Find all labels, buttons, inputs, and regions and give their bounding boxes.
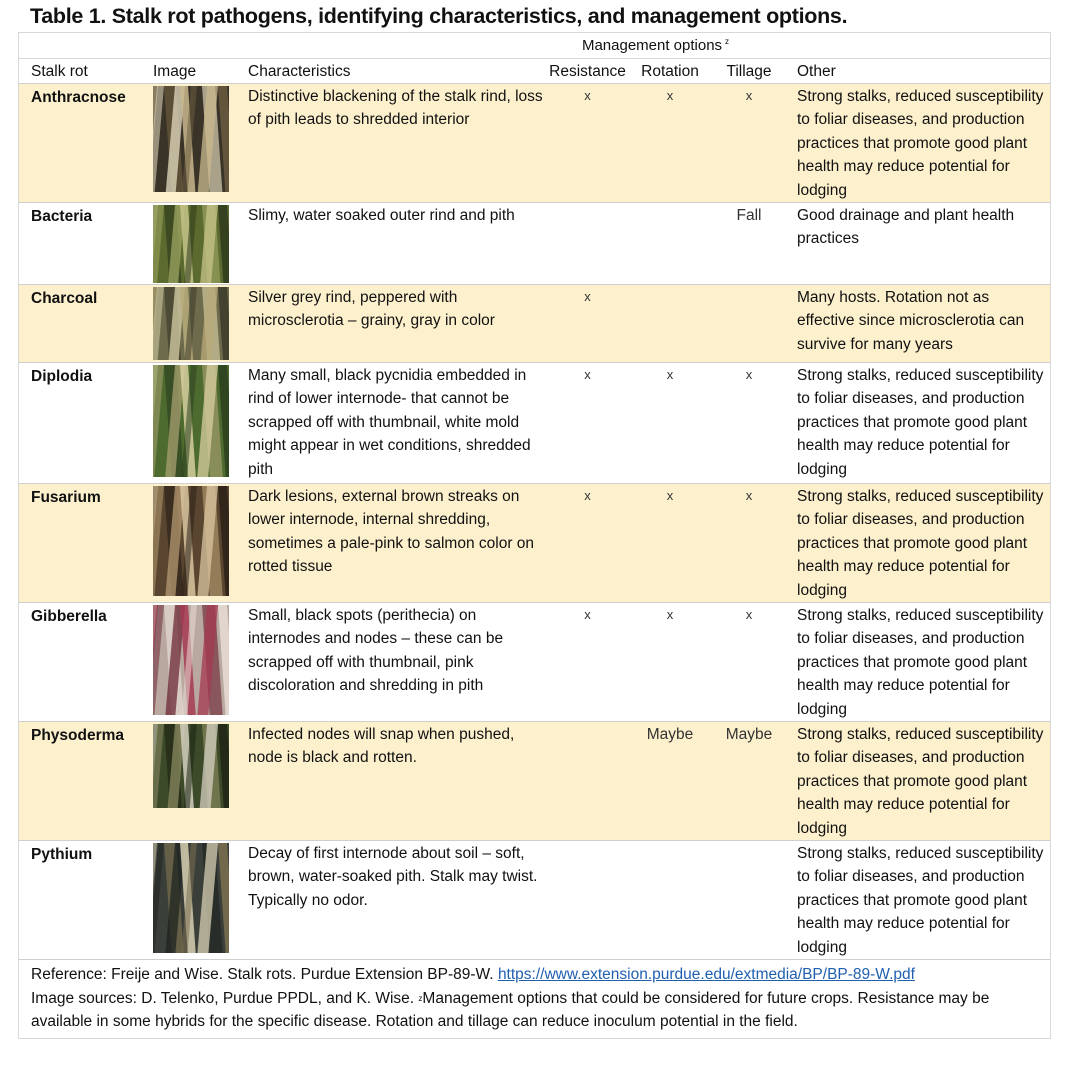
stalk-rot-name: Physoderma: [31, 727, 125, 744]
characteristics-cell: Small, black spots (perithecia) on internodes and nodes – these can be scrapped off with thumbnail, pink discoloration and shredding in pith: [248, 607, 504, 695]
column-header-other: Other: [797, 63, 836, 80]
management-options-label: Management options: [581, 37, 723, 54]
management-options-marker: z: [725, 37, 730, 46]
tillage-mark: x: [745, 367, 753, 382]
table-row: [19, 721, 1050, 840]
other-cell: Strong stalks, reduced susceptibility to foliar diseases, and production practices that promote good plant health may reduce potential for lodging: [797, 488, 1044, 599]
tillage-mark: x: [745, 488, 753, 503]
management-note-text: Management options that could be considered for future crops. Resistance may be available in some hybrids for the specific disease. Rotation and tillage can reduce inoculum potential in the field.: [31, 989, 990, 1030]
column-header-stalk-rot: Stalk rot: [31, 63, 88, 80]
stalk-photo: [153, 86, 229, 192]
stalk-photo: [153, 843, 229, 953]
management-options-header: [549, 37, 762, 54]
characteristics-cell: Decay of first internode about soil – soft, brown, water-soaked pith. Stalk may twist. Typically no odor.: [248, 845, 538, 909]
note-marker: z: [418, 993, 423, 1003]
tillage-mark: x: [745, 607, 753, 622]
resistance-mark: x: [584, 367, 591, 382]
stalk-rot-name: Bacteria: [31, 208, 93, 225]
rotation-mark: x: [666, 88, 674, 103]
column-header-resistance: Resistance: [549, 63, 626, 80]
stalk-photo: [153, 205, 229, 283]
reference-link[interactable]: https://www.extension.purdue.edu/extmedia/BP/BP-89-W.pdf: [497, 966, 915, 983]
rotation-mark: Maybe: [646, 726, 694, 743]
table-row: [19, 284, 1050, 362]
rotation-mark: x: [666, 488, 674, 503]
other-cell: Many hosts. Rotation not as effective since microsclerotia can survive for many years: [797, 289, 1025, 353]
image-sources-text: Image sources: D. Telenko, Purdue PPDL, and K. Wise.: [31, 989, 415, 1007]
stalk-rot-name: Pythium: [31, 846, 93, 863]
stalk-photo: [153, 365, 229, 477]
characteristics-cell: Dark lesions, external brown streaks on lower internode, internal shredding, sometimes a pale-pink to salmon color on rotted tissue: [248, 488, 535, 576]
characteristics-cell: Silver grey rind, peppered with microsclerotia – grainy, gray in color: [248, 289, 495, 330]
table-row: [19, 483, 1050, 602]
rotation-mark: x: [666, 367, 674, 382]
stalk-photo: [153, 486, 229, 596]
stalk-rot-name: Fusarium: [31, 489, 101, 506]
characteristics-cell: Distinctive blackening of the stalk rind, loss of pith leads to shredded interior: [248, 88, 543, 129]
column-header-image: Image: [153, 63, 197, 80]
table-row: [19, 362, 1050, 483]
column-header-rotation: Rotation: [641, 63, 699, 80]
column-header-tillage: Tillage: [726, 63, 772, 80]
characteristics-cell: Infected nodes will snap when pushed, node is black and rotten.: [248, 726, 515, 767]
other-cell: Strong stalks, reduced susceptibility to foliar diseases, and production practices that promote good plant health may reduce potential for lodging: [797, 845, 1044, 956]
other-cell: Strong stalks, reduced susceptibility to foliar diseases, and production practices that promote good plant health may reduce potential for lodging: [797, 726, 1044, 837]
characteristics-cell: Slimy, water soaked outer rind and pith: [248, 207, 515, 224]
resistance-mark: x: [584, 607, 591, 622]
stalk-rot-name: Diplodia: [31, 368, 93, 385]
other-cell: Good drainage and plant health practices: [797, 207, 1015, 248]
stalk-photo: [153, 287, 229, 360]
other-cell: Strong stalks, reduced susceptibility to foliar diseases, and production practices that promote good plant health may reduce potential for lodging: [797, 607, 1044, 718]
rotation-mark: x: [666, 607, 674, 622]
stalk-rot-table: [18, 32, 1051, 1039]
image-sources-line: [31, 987, 1040, 1034]
characteristics-cell: Many small, black pycnidia embedded in rind of lower internode- that cannot be scrapped off with thumbnail, white mold might appear in wet conditions, shredded pith: [248, 367, 531, 478]
header-group-row: [19, 33, 1050, 59]
other-cell: Strong stalks, reduced susceptibility to foliar diseases, and production practices that promote good plant health may reduce potential for lodging: [797, 367, 1044, 478]
table-row: [19, 202, 1050, 284]
stalk-rot-name: Anthracnose: [31, 89, 126, 106]
table-footer: [19, 959, 1050, 1038]
other-cell: Strong stalks, reduced susceptibility to foliar diseases, and production practices that promote good plant health may reduce potential for lodging: [797, 88, 1044, 199]
reference-line: [31, 963, 1040, 987]
stalk-photo: [153, 605, 229, 715]
table-title: Table 1. Stalk rot pathogens, identifying characteristics, and management options.: [30, 4, 848, 28]
resistance-mark: x: [584, 88, 591, 103]
column-header-row: [19, 59, 1050, 83]
stalk-rot-name: Charcoal: [31, 290, 98, 307]
tillage-mark: x: [745, 88, 753, 103]
tillage-mark: Fall: [736, 207, 762, 224]
reference-text: Reference: Freije and Wise. Stalk rots. Purdue Extension BP-89-W.: [31, 966, 494, 983]
resistance-mark: x: [584, 488, 591, 503]
table-row: [19, 840, 1050, 959]
resistance-mark: x: [584, 289, 591, 304]
table-row: [19, 83, 1050, 202]
stalk-rot-name: Gibberella: [31, 608, 107, 625]
stalk-photo: [153, 724, 229, 808]
tillage-mark: Maybe: [725, 726, 773, 743]
column-header-characteristics: Characteristics: [248, 63, 351, 80]
table-row: [19, 602, 1050, 721]
